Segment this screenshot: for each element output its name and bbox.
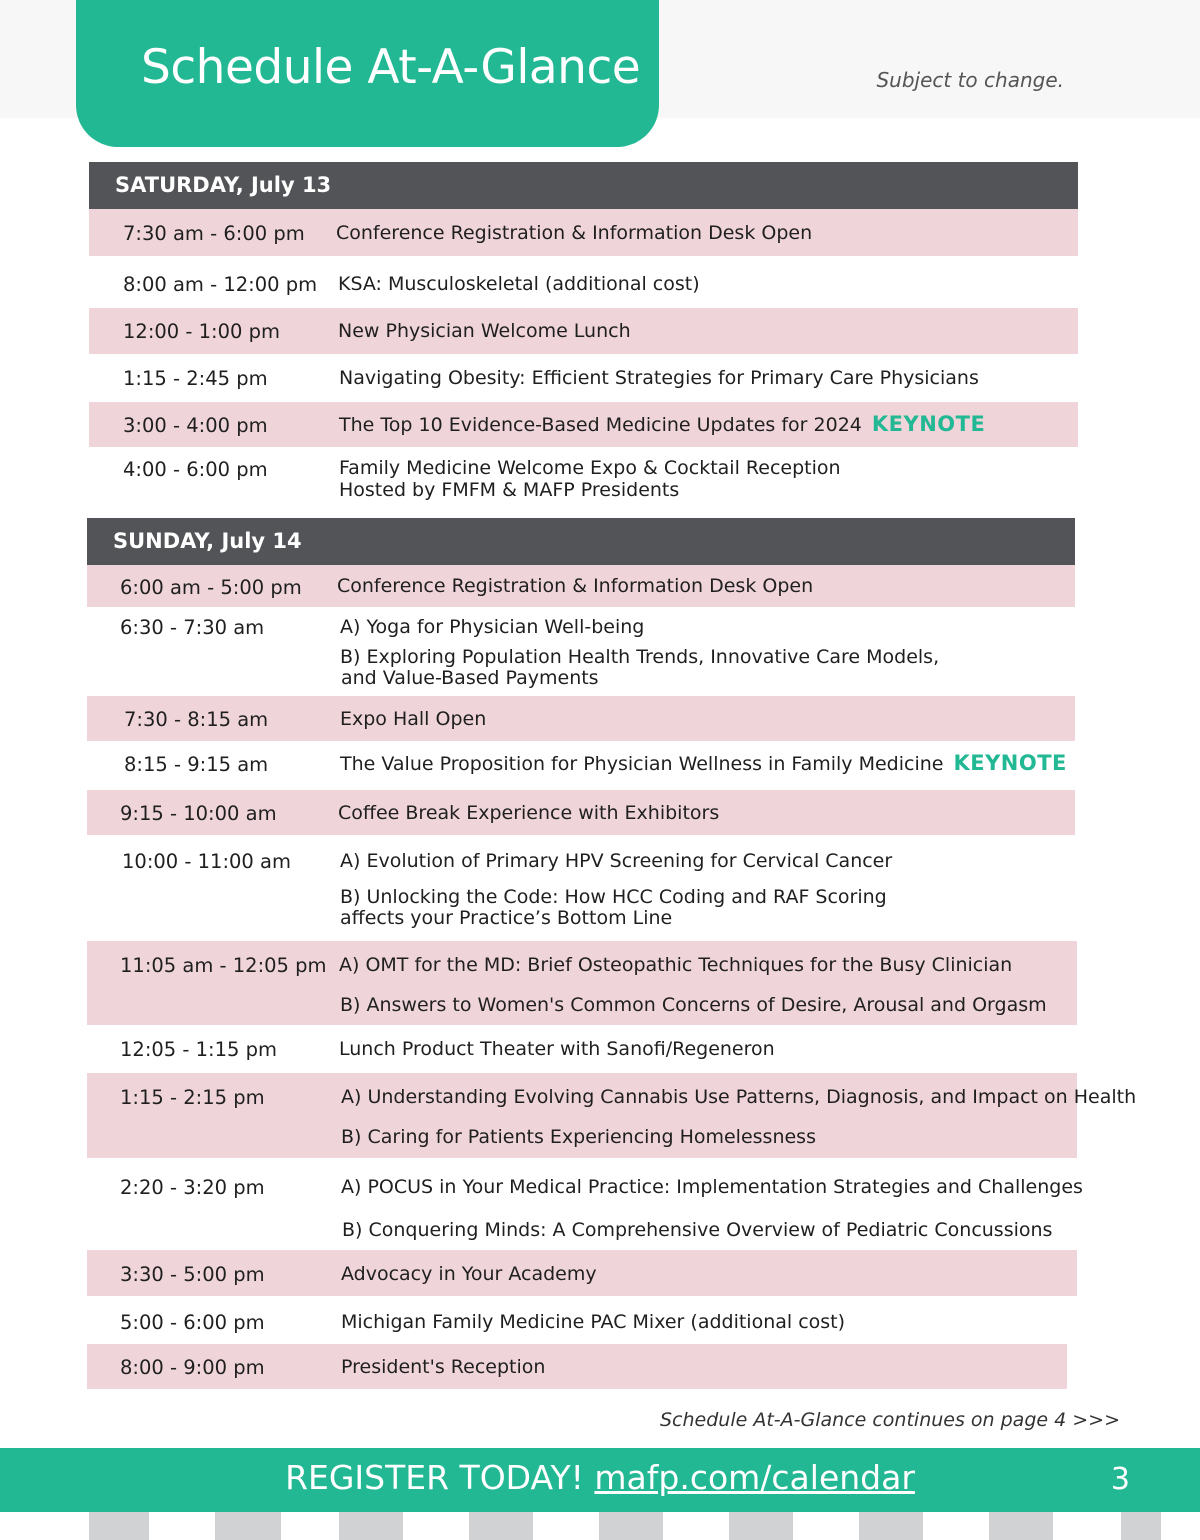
page-title: Schedule At-A-Glance <box>141 40 641 95</box>
stripe <box>1121 1512 1161 1540</box>
time-label: 9:15 - 10:00 am <box>120 802 277 825</box>
calendar-link[interactable]: mafp.com/calendar <box>594 1458 915 1497</box>
stripe <box>989 1512 1053 1540</box>
session-option-b-continued: affects your Practice’s Bottom Line <box>340 907 673 929</box>
register-text: REGISTER TODAY! <box>285 1458 595 1497</box>
session-title <box>339 414 985 436</box>
session-option-a: A) Understanding Evolving Cannabis Use Patterns, Diagnosis, and Impact on Health <box>341 1086 1137 1108</box>
table-row <box>87 1073 1137 1158</box>
time-label: 6:30 - 7:30 am <box>120 616 265 639</box>
session-option-a: A) Evolution of Primary HPV Screening for Cervical Cancer <box>340 850 893 872</box>
session-option-a: A) POCUS in Your Medical Practice: Implementation Strategies and Challenges <box>341 1176 1083 1198</box>
session-title: Lunch Product Theater with Sanofi/Regeneron <box>339 1038 775 1060</box>
table-row <box>87 1159 1083 1249</box>
stripe <box>859 1512 923 1540</box>
page-number: 3 <box>1110 1462 1130 1497</box>
session-option-b: B) Conquering Minds: A Comprehensive Overview of Pediatric Concussions <box>342 1219 1053 1241</box>
session-title: Expo Hall Open <box>340 708 487 730</box>
time-label: 2:20 - 3:20 pm <box>120 1176 265 1199</box>
session-subtitle: Hosted by FMFM & MAFP Presidents <box>339 479 680 501</box>
table-row <box>87 941 1077 1025</box>
time-label: 10:00 - 11:00 am <box>122 850 291 873</box>
stripe <box>339 1512 403 1540</box>
stripe <box>729 1512 793 1540</box>
time-label: 12:05 - 1:15 pm <box>120 1038 277 1061</box>
session-title: Family Medicine Welcome Expo & Cocktail Reception <box>339 457 841 479</box>
sunday-heading: SUNDAY, July 14 <box>87 518 1075 565</box>
session-title: President's Reception <box>341 1356 546 1378</box>
time-label: 5:00 - 6:00 pm <box>120 1311 265 1334</box>
table-row <box>89 402 1078 447</box>
table-row <box>87 696 1075 741</box>
time-label: 1:15 - 2:15 pm <box>120 1086 265 1109</box>
time-label: 7:30 - 8:15 am <box>124 708 269 731</box>
session-title: Conference Registration & Information Desk Open <box>337 575 814 597</box>
session-option-b: B) Answers to Women's Common Concerns of Desire, Arousal and Orgasm <box>340 994 1047 1016</box>
time-label: 8:15 - 9:15 am <box>124 753 269 776</box>
table-row <box>89 260 1078 306</box>
time-label: 8:00 - 9:00 pm <box>120 1356 265 1379</box>
stripe <box>89 1512 149 1540</box>
saturday-heading: SATURDAY, July 13 <box>89 162 1078 209</box>
time-label: 3:30 - 5:00 pm <box>120 1263 265 1286</box>
session-option-b-continued: and Value-Based Payments <box>341 667 599 689</box>
time-label: 3:00 - 4:00 pm <box>123 414 268 437</box>
table-row <box>87 742 1075 788</box>
footer-banner <box>0 1448 1200 1512</box>
table-row <box>89 308 1078 354</box>
session-title-text: The Top 10 Evidence-Based Medicine Updates for 2024 <box>339 414 862 436</box>
table-row <box>87 790 1075 835</box>
time-label: 12:00 - 1:00 pm <box>123 320 280 343</box>
time-label: 4:00 - 6:00 pm <box>123 458 268 481</box>
table-row <box>89 448 1078 510</box>
time-label: 7:30 am - 6:00 pm <box>123 222 305 245</box>
session-option-a: A) Yoga for Physician Well-being <box>340 616 645 638</box>
time-label: 11:05 am - 12:05 pm <box>120 954 327 977</box>
session-title: Coffee Break Experience with Exhibitors <box>338 802 720 824</box>
table-row <box>87 1298 1077 1344</box>
stripe <box>215 1512 281 1540</box>
table-row <box>87 1250 1077 1296</box>
stripe <box>599 1512 663 1540</box>
table-row <box>89 355 1078 401</box>
session-option-b: B) Unlocking the Code: How HCC Coding and RAF Scoring <box>340 886 887 908</box>
session-title-text: The Value Proposition for Physician Wellness in Family Medicine <box>340 753 944 775</box>
time-label: 8:00 am - 12:00 pm <box>123 273 318 296</box>
subject-to-change-note: Subject to change. <box>876 68 1064 92</box>
session-title: Navigating Obesity: Efficient Strategies for Primary Care Physicians <box>339 367 979 389</box>
table-row <box>89 209 1078 256</box>
session-option-b: B) Caring for Patients Experiencing Homelessness <box>341 1126 816 1148</box>
bottom-stripes <box>0 1512 1200 1540</box>
session-title <box>340 753 1067 775</box>
keynote-badge: KEYNOTE <box>953 751 1067 775</box>
time-label: 6:00 am - 5:00 pm <box>120 576 302 599</box>
table-row <box>87 836 1075 940</box>
continues-note: Schedule At-A-Glance continues on page 4 >>> <box>659 1409 1120 1431</box>
register-cta <box>0 1458 1200 1497</box>
session-title: New Physician Welcome Lunch <box>338 320 631 342</box>
keynote-badge: KEYNOTE <box>871 412 986 436</box>
session-title: Advocacy in Your Academy <box>341 1263 597 1285</box>
session-option-a: A) OMT for the MD: Brief Osteopathic Techniques for the Busy Clinician <box>339 954 1013 976</box>
time-label: 1:15 - 2:45 pm <box>123 367 268 390</box>
table-row <box>87 1344 1067 1389</box>
table-row <box>87 1026 1077 1072</box>
table-row <box>87 608 1075 694</box>
session-title: KSA: Musculoskeletal (additional cost) <box>338 273 700 295</box>
table-row <box>87 565 1075 607</box>
session-title: Michigan Family Medicine PAC Mixer (additional cost) <box>341 1311 846 1333</box>
session-title: Conference Registration & Information Desk Open <box>336 222 813 244</box>
session-option-b: B) Exploring Population Health Trends, Innovative Care Models, <box>340 646 940 668</box>
stripe <box>469 1512 533 1540</box>
